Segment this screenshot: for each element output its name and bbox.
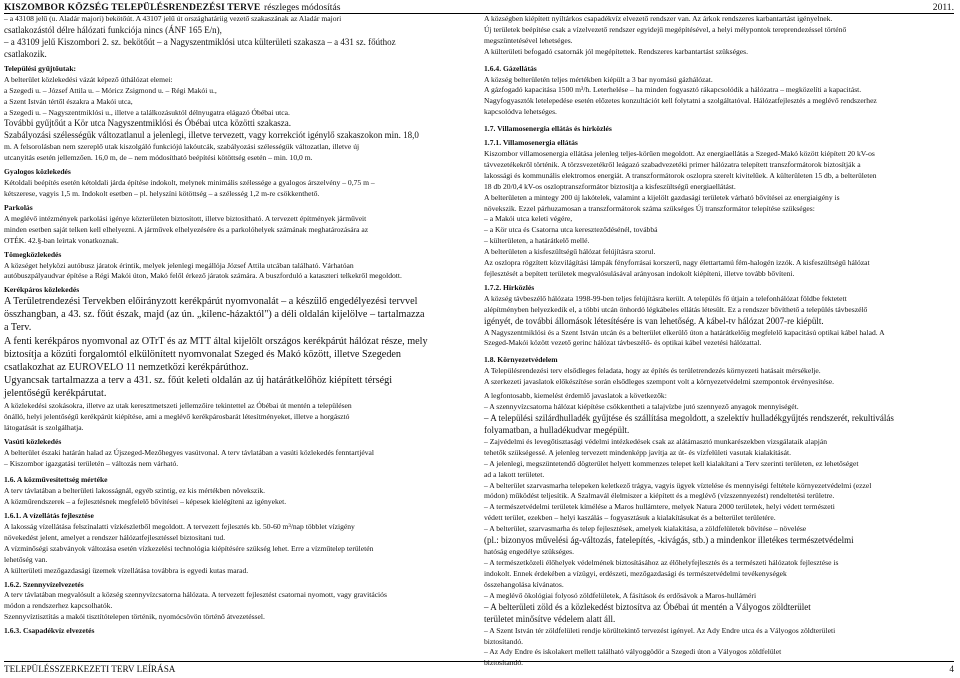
text-line: folyamatban, a hulladékudvar megépült. [484,424,630,435]
text-line: növekszik. Ezzel párhuzamosan a transzformátorok száma szükséges Új transzformátor telepítése szükséges: [484,203,815,213]
text-line: A belterület közlekedési vázát képező úthálózat elemei: [4,74,173,84]
text-line: a Terv. [4,322,32,334]
section-heading: 1.6.4. Gázellátás [484,63,537,73]
text-line: – a Kör utca és Csatorna utca kereszteződésénél, továbbá [484,225,658,235]
section-heading: Kerékpáros közlekedés [4,285,80,295]
text-line: A lakosság vízellátása felszínalatti vízkészletből megoldott. A tervezett fejlesztés kb. 50-60 m³/nap többlet vízigény [4,522,355,532]
page-number: 4 [949,664,954,674]
text-line: – a Makói utca keleti végére, [484,214,573,224]
text-line: módon a rendszerhez kapcsolhatók. [4,601,113,611]
section-heading: Parkolás [4,202,33,212]
right-column [484,14,956,668]
text-line: A község távbeszélő hálózata 1998-99-ben teljes felújításra került. A település fő útjain a telefonhálózat földbe fektetett [484,293,847,303]
section-heading: 1.6.2. Szennyvízelvezetés [4,579,84,589]
page-footer [4,661,954,676]
text-line: összehangolása kívánatos. [484,579,564,589]
text-line: – A meglévő ökológiai folyosó zöldfelületek, A fásítások és erdősávok a Maros-hulláméri [484,590,757,600]
text-line: 18 db 20/0,4 kV-os oszloptranszformátor biztosítja a kisfeszültségű energiaellátást. [484,181,736,191]
text-line: A meglévő intézmények parkolási igénye közterületen biztosított, illetve biztosítható. A tervezett építmények járműveit [4,213,367,223]
text-line: Szennyvíztisztítás a makói tisztítótelepen történik, nyomócsövön történő átvezetéssel. [4,612,265,622]
section-heading: Gyalogos közlekedés [4,167,71,177]
text-line: A külterületi mezőgazdasági üzemek vízellátása továbbra is egyedi kutas marad. [4,565,249,575]
section-heading: 1.6.1. A vízellátás fejlesztése [4,511,94,521]
text-line: – Az Ady Endre és iskolakert mellett található vályoggödör a Szegedi úton a Vályogos zöldfelület [484,647,782,657]
text-line: A Nagyszentmiklósi és a Szent István utcán és a belterület elkerülő úton a határátkelőig megfelelő kapacitású optikai kábel halad. A [484,327,885,337]
text-line: csatlakozástól délre hálózati funkciója nincs (ÁNF 165 E/n), [4,24,222,35]
text-line: utcanyitás esetén jellemzően. 16,0 m, de – nem módosítható beépítési kötöttség esetén – min. 10,0 m. [4,153,313,163]
text-line: Kétoldali beépítés esetén kétoldali járda építése indokolt, melynek minimális szélessége a gyalogos árszelvény – 0,75 m – [4,178,375,188]
text-line: csatlakozik. [4,48,47,59]
text-line: a Szent István tértől északra a Makói utca, [4,96,133,106]
text-line: fejlesztését a bepített területek megvalósulásával arányosan indokolt kiépíteni, illetve tovább bővíteni. [484,268,795,278]
text-line: ad a lakott területet. [484,469,545,479]
text-line: tehetők szükségessé. A jelenleg tervezett mindenképp javítja az út- és vízfelületi vasutak kialakítását. [484,447,792,457]
text-line: módon) működést teljesítik. A Szalmavál élelmiszer a kiépített és a meglévő (vízszennyezést) rendeltetési területre. [484,491,835,501]
text-line: összhangban, a 43. sz. főút észak, majd (az ún. „kilenc-házaktól") a déli oldalán kijelölve – tartalmazza [4,309,425,321]
text-line: A Területrendezési Tervekben előirányzott kerékpárút nyomvonalát – a készülő engedélyezési tervvel [4,296,418,308]
text-line: – A települési szilárdhulladék gyűjtése és szállítása megoldott, a szelektív hulladékgyűjtés rendszerét, rekultiválás [484,412,894,423]
text-line: – A belterület szarvasmarha telepeken keletkező trágya, vagyis ügyek víztelése és mennyiségi feltétele környezetvédelmi (ezzel [484,480,872,490]
text-line: kétszerese, vagyis 1,5 m. Indokolt esetben – pl. helyszíni kötöttség – a szélesség 1,2 m-re csökkenthető. [4,189,320,199]
document-year: 2011. [932,2,954,13]
text-line: – a 43109 jelű Kiszombori 2. sz. bekötőút – a Nagyszentmiklósi utca külterületi szakasza – a 431 sz. főúthoz [4,36,396,47]
text-line: A község belterületén teljes mértékben kiépült a 3 bar nyomású gázhálózat. [484,74,713,84]
text-line: lehetőség van. [4,554,48,564]
left-column [4,14,476,658]
section-heading: 1.8. Környezetvédelem [484,355,558,365]
text-line: A közlekedési szokásokra, illetve az utak keresztmetszeti jellemzőire tekintettel az Óbébai út mentén a településen [4,400,352,410]
text-line: Nagyfogyasztók letelepedése esetén előzetes konzultációt kell folytatni a szolgáltatóval. Hálózatfejlesztés a meglévő rendszerhez [484,96,877,106]
section-heading: 1.7.1. Villamosenergia ellátás [484,138,578,148]
text-line: Az oszlopra rögzített közvilágítási lámpák fényforrásai korszerű, nagy élettartamú fém-halogén izzók. A kisfeszültségű hálózat [484,258,870,268]
text-line: biztosítja a közúti forgalomtól elkülönített nyomvonalat Szeged és Makó között, illetve Szegeden [4,348,402,360]
text-line: A belterületen a kisfeszültségű hálózat felújításra szorul. [484,247,656,257]
text-line: megszüntetésével lehetséges. [484,35,573,45]
text-line: – Zajvédelmi és levegőtisztasági védelmi intézkedések csak az alátámasztó munkarészekben vizsgálataik alapján [484,436,828,446]
text-line: (pl.: bizonyos művelési ág-változás, fatelepítés, -kivágás, stb.) a mindenkor illetékes természetvédelmi [484,535,854,546]
text-line: biztosítandó. [484,658,524,668]
page-header [4,2,954,14]
text-line: lakossági és kommunális elektromos energiát. A transzformátorok oszlopra szerelt kivitelűek. A külterületen 15 db, a belterületen [484,170,877,180]
text-line: látogatását is szolgálhatja. [4,422,84,432]
text-line: indokolt. Ennek érdekében a vízügyi, erdészeti, mezőgazdasági és természetvédelmi tevékenységek [484,568,787,578]
text-line: OTÉK. 42.§-ban leírtak vonatkoznak. [4,235,119,245]
text-line: – A természetvédelmi területek kímélése a Maros hullámtere, melyek Natura 2000 területek, helyi védett természeti [484,502,835,512]
text-line: Szabályozási szélességük változatlanul a jelenlegi, illetve tervezett, vagy korrekciót igénylő szakaszokon min. 18,0 [4,130,419,141]
text-line: távvezetékekről történik. A törzsvezetékről leágazó szabadvezetéki primer hálózatra telepített transzformátorok biztosítják a [484,159,861,169]
text-line: csatlakozhat az EUROVELO 11 nemzetközi kerékpárúthoz. [4,361,249,373]
text-line: – A szennyvízcsatorna hálózat kiépítése csökkentheti a talajvízbe jutó szennyező anyagok mennyiségét. [484,402,799,411]
text-line: önálló, helyi jelentőségű kerékpárút kiépítése, ami a meglévő kerékpárosbarát létesítményeket, illetve a horgásztó [4,411,350,421]
text-line: A külterületi befogadó csatornák jól megépítettek. Rendszeres karbantartást szükséges. [484,46,749,56]
footer-label: TELEPÜLÉSSZERKEZETI TERV LEÍRÁSA [4,664,176,674]
text-line: védett terület, ezekben – helyi kaszálás – fogyasztásuk a kialakításukat és a belterület területére. [484,513,776,523]
text-line: növekedést jelent, amelyet a rendszer hálózatfejlesztéssel biztosítani tud. [4,532,226,542]
section-heading: Tömegközlekedés [4,249,62,259]
section-heading: Települési gyűjtőutak: [4,63,77,73]
text-line: A Településrendezési terv elsődleges feladata, hogy az építés és területrendezés környezeti hatásait mérsékelje. [484,366,821,376]
text-line: területet minősítve védelem alatt áll. [484,613,616,624]
text-line: alépítményben helyezkedik el, a többi utcán önhordó légkábeles ellátás létesült. Ez a rendszer bővíthető a település távbeszélő [484,304,868,314]
document-title: KISZOMBOR KÖZSÉG TELEPÜLÉSRENDEZÉSI TERVE [4,2,261,13]
text-line: – Kiszombor igazgatási területén – változás nem várható. [4,458,179,468]
text-line: Szeged-Makói között vezető gerinc hálózat távbeszélő- és optikai kábel vezetési hálózattal. [484,338,762,348]
text-line: a Szegedi u. – József Attila u. – Móricz Zsigmond u. – Régi Makói u., [4,85,217,95]
text-line: Kiszombor villamosenergia ellátása jelenleg teljes-körűen megoldott. Az energiaellátás a Szeged-Makó között kiépített 20 kV-os [484,148,875,158]
text-line: A terv távlatában a belterületi lakosságnál, egyéb szintig, ez kis mértékben növekszik. [4,486,266,496]
text-line: – A belterületi zöld és a közlekedést biztosítva az Óbébai út mentén a Vályogos zöldterület [484,601,811,612]
text-line: A közműrendszerek – a fejlesztésnek megfelelő bővítései – képesek kielégíteni az igényeket. [4,497,287,507]
text-line: A legfontosabb, kiemelést érdemlő javaslatok a következők: [484,391,667,401]
text-line: A községet helyközi autóbusz járatok érintik, melyek jelenlegi megállója József Attila utcában található. Várhatóan [4,260,354,270]
text-line: – a 43108 jelű (u. Aladár majori) bekötőút. A 43107 jelű út országhatáriig vezető szakaszának az Aladár majori [4,14,342,23]
text-line: Új területek beépítése csak a vízelvezető rendszer egyidejű megépítésével, a helyi mélypontok tereprendezéssel történő [484,24,847,34]
text-line: – A természetközeli élőhelyek védelmének biztosításához az élőhelyfejlesztés és a természeti hálózatok fejlesztése is [484,557,839,567]
text-line: a Szegedi u. – Nagyszentmiklósi u., illetve a találkozásuktól délnyugatra elágazó Óbébai utca. [4,107,290,117]
section-heading: 1.7.2. Hírközlés [484,282,535,292]
text-line: igényét, de további állomások létesítésére is van lehetőség. A kábel-tv hálózat 2007-re kiépült. [484,315,824,326]
text-line: autóbuszpályaudvar építése a Régi Makói úton, Makó felől érkező járatok számára. A buszforduló a kataszteri telkekről megoldott. [4,271,402,281]
text-line: biztosítandó. [484,636,524,646]
text-line: Ugyancsak tartalmazza a terv a 431. sz. főút keleti oldalán az új határátkelőhöz kiépített térségi [4,374,393,386]
text-line: További gyűjtőút a Kör utca Nagyszentmiklósi és Óbébai utca közötti szakasza. [4,118,292,129]
text-line: hatóság engedélye szükséges. [484,547,575,557]
text-line: m. A felsorolásban nem szereplő utak kiszolgáló funkciójú lakóutcák, szabályozási szélességük változatlan, illetve új [4,142,360,152]
text-line: kapcsolódva lehetséges. [484,107,557,117]
text-line: A szerkezeti javaslatok előkészítése során elsődleges szempont volt a környezetvédelmi szempontok érvényesítése. [484,377,835,387]
section-heading: 1.7. Villamosenergia ellátás és hírközlés [484,124,612,134]
section-heading: 1.6.3. Csapadékvíz elvezetés [4,626,95,636]
section-heading: Vasúti közlekedés [4,436,62,446]
text-line: – külterületen, a határátkelő mellé. [484,236,590,246]
text-line: A fenti kerékpáros nyomvonal az OTrT és az MTT által kijelölt országos kerékpárút hálózat része, mely [4,335,428,347]
text-line: minden esetben saját telken kell elhelyezni. A járművek elhelyezésére és a parkolóhelyek számának meghatározására az [4,224,369,234]
text-line: A belterület északi határán halad az Újszeged-Mezőhegyes vasútvonal. A terv távlatában a vasúti közlekedés fenntartjéval [4,447,375,457]
text-line: – A jelenlegi, megszüntetendő dögterület helyett kommenzes telepet kell kialakítani a Terv szerinti területen, ez lehetőséget [484,458,859,468]
text-line: jelentőségű kerékpárutat. [4,387,107,399]
text-line: A gázfogadó kapacitása 1500 m³/h. Leterhelése – ha minden fogyasztó rákapcsolódik a hálózatra – megközelíti a kapacitást. [484,85,862,95]
text-line: – A belterület, szarvasmarha és telep fejlesztések, amelyek kialakítása, a zöldfelületek bővítése – növelése [484,524,807,534]
text-line: – A Szent István tér zöldfelületi rendje körültekintő tervezést igényel. Az Ady Endre utca és a Vályogos zöldterületi [484,625,836,635]
text-line: A vízminőségi szabványok változása esetén vízkezelési technológia kiépítésére szükség lehet. Erre a vízműtelep területén [4,543,374,553]
document-subtitle: részleges módosítás [264,2,341,13]
text-line: A belterületen a mintegy 200 új lakótelek, valamint a kijelölt gazdasági területek várható bővítései az energiaigény is [484,192,840,202]
text-line: A községben kiépített nyíltárkos csapadékvíz elvezető rendszer van. Az árkok rendszeres karbantartást igényelnek. [484,14,833,23]
text-line: A terv távlatában megvalósult a község szennyvízcsatorna hálózata. A tervezett fejlesztést csatornai nyomott, vagy gravitációs [4,590,387,600]
section-heading: 1.6. A közművesítettség mértéke [4,475,108,485]
